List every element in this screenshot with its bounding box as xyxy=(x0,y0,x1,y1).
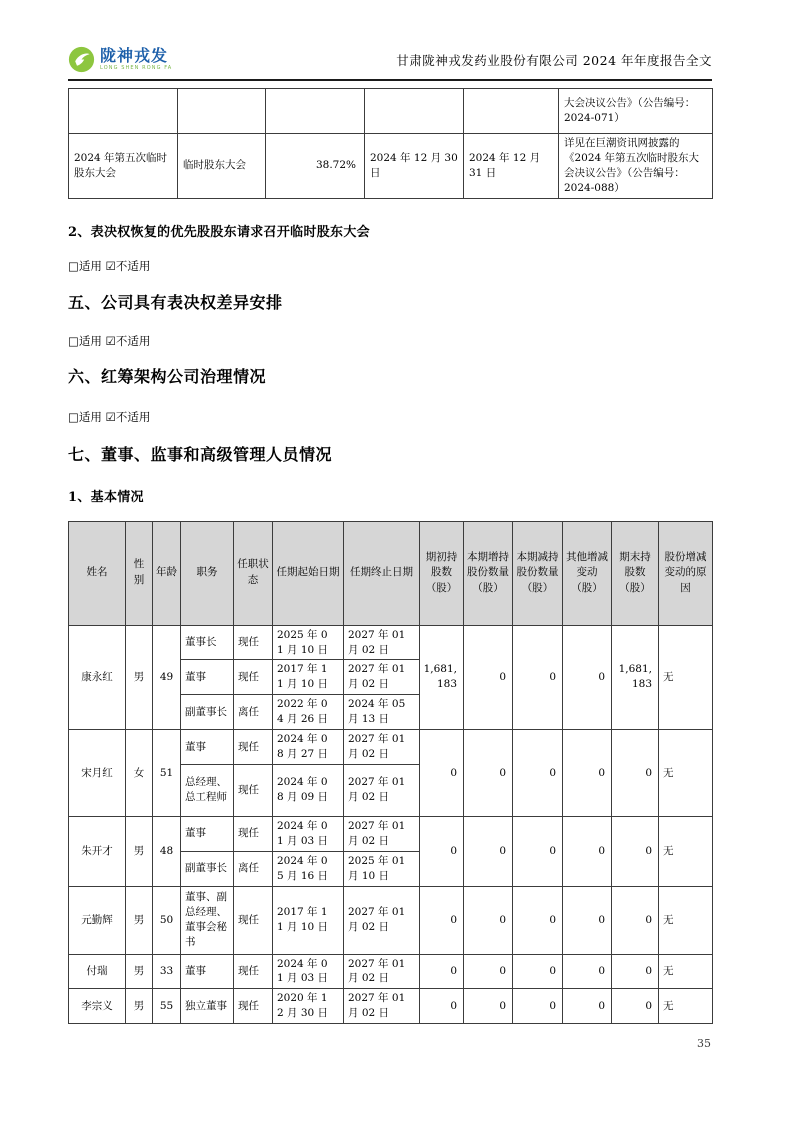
term-start: 2017 年 11 月 10 日 xyxy=(273,660,344,695)
other-change: 0 xyxy=(563,989,612,1024)
position-title: 副董事长 xyxy=(181,695,234,730)
person-gender: 男 xyxy=(126,625,153,729)
meeting-name-cell: 2024 年第五次临时股东大会 xyxy=(69,134,178,199)
meeting-ratio-cell: 38.72% xyxy=(266,134,365,199)
position-status: 现任 xyxy=(234,989,273,1024)
term-end: 2027 年 01 月 02 日 xyxy=(344,989,420,1024)
position-status: 现任 xyxy=(234,816,273,851)
table-row xyxy=(69,730,713,765)
applicable-line: □适用 ☑不适用 xyxy=(68,409,151,424)
term-end: 2027 年 01 月 02 日 xyxy=(344,730,420,765)
meeting-type-cell: 临时股东大会 xyxy=(178,134,266,199)
col-header-gender: 性别 xyxy=(126,521,153,625)
applicable-line: □适用 ☑不适用 xyxy=(68,333,151,348)
position-status: 离任 xyxy=(234,695,273,730)
opening-shares: 1,681,183 xyxy=(420,625,464,729)
shares-increase: 0 xyxy=(464,625,513,729)
meeting-disclosure-date-cell xyxy=(464,89,559,134)
col-header-term-start: 任期起始日期 xyxy=(273,521,344,625)
other-change: 0 xyxy=(563,625,612,729)
position-status: 现任 xyxy=(234,730,273,765)
person-name: 宋月红 xyxy=(69,730,126,817)
person-gender: 男 xyxy=(126,989,153,1024)
subsection-heading-basic-info: 1、基本情况 xyxy=(68,489,144,505)
term-end: 2027 年 01 月 02 日 xyxy=(344,764,420,816)
opening-shares: 0 xyxy=(420,954,464,989)
company-logo xyxy=(68,46,172,73)
section-heading-red-chip: 六、红筹架构公司治理情况 xyxy=(68,366,267,386)
meeting-type-cell xyxy=(178,89,266,134)
table-row xyxy=(69,816,713,851)
col-header-other-change: 其他增减变动（股） xyxy=(563,521,612,625)
company-logo-subtext: LONG SHEN RONG FA xyxy=(100,65,173,71)
col-header-opening-shares: 期初持股数（股） xyxy=(420,521,464,625)
position-title: 董事、副总经理、董事会秘书 xyxy=(181,886,234,954)
col-header-age: 年龄 xyxy=(153,521,181,625)
term-end: 2027 年 01 月 02 日 xyxy=(344,625,420,660)
table-row xyxy=(69,625,713,660)
person-name: 康永红 xyxy=(69,625,126,729)
closing-shares: 0 xyxy=(612,886,659,954)
position-title: 董事 xyxy=(181,660,234,695)
meeting-date-cell xyxy=(365,89,464,134)
document-header xyxy=(68,46,712,81)
meeting-ratio-cell xyxy=(266,89,365,134)
person-name: 付瑞 xyxy=(69,954,126,989)
position-title: 董事长 xyxy=(181,625,234,660)
col-header-status: 任职状态 xyxy=(234,521,273,625)
term-end: 2027 年 01 月 02 日 xyxy=(344,660,420,695)
person-age: 49 xyxy=(153,625,181,729)
person-name: 元勤辉 xyxy=(69,886,126,954)
position-title: 董事 xyxy=(181,954,234,989)
person-name: 李宗义 xyxy=(69,989,126,1024)
meeting-disclosure-date-cell: 2024 年 12 月 31 日 xyxy=(464,134,559,199)
report-title: 甘肃陇神戎发药业股份有限公司 2024 年年度报告全文 xyxy=(396,52,712,68)
closing-shares: 0 xyxy=(612,954,659,989)
term-end: 2024 年 05 月 13 日 xyxy=(344,695,420,730)
company-logo-text: 陇神戎发 xyxy=(100,46,169,65)
shares-increase: 0 xyxy=(464,989,513,1024)
person-age: 48 xyxy=(153,816,181,886)
other-change: 0 xyxy=(563,886,612,954)
col-header-shares-decrease: 本期减持股份数量（股） xyxy=(513,521,563,625)
opening-shares: 0 xyxy=(420,816,464,886)
shares-decrease: 0 xyxy=(513,989,563,1024)
meeting-disclosure-cell: 大会决议公告》（公告编号：2024-071） xyxy=(559,89,713,134)
table-header-row xyxy=(69,521,713,625)
person-gender: 男 xyxy=(126,816,153,886)
col-header-position: 职务 xyxy=(181,521,234,625)
shares-increase: 0 xyxy=(464,886,513,954)
shares-decrease: 0 xyxy=(513,730,563,817)
col-header-name: 姓名 xyxy=(69,521,126,625)
person-gender: 女 xyxy=(126,730,153,817)
change-reason: 无 xyxy=(659,886,713,954)
change-reason: 无 xyxy=(659,625,713,729)
position-status: 现任 xyxy=(234,660,273,695)
shares-decrease: 0 xyxy=(513,886,563,954)
position-title: 董事 xyxy=(181,816,234,851)
meeting-date-cell: 2024 年 12 月 30 日 xyxy=(365,134,464,199)
person-age: 55 xyxy=(153,989,181,1024)
position-status: 离任 xyxy=(234,851,273,886)
col-header-change-reason: 股份增减变动的原因 xyxy=(659,521,713,625)
term-start: 2022 年 04 月 26 日 xyxy=(273,695,344,730)
change-reason: 无 xyxy=(659,816,713,886)
term-start: 2024 年 08 月 27 日 xyxy=(273,730,344,765)
meeting-disclosure-cell: 详见在巨潮资讯网披露的《2024 年第五次临时股东大会决议公告》（公告编号：2024-088） xyxy=(559,134,713,199)
position-status: 现任 xyxy=(234,954,273,989)
opening-shares: 0 xyxy=(420,886,464,954)
position-title: 独立董事 xyxy=(181,989,234,1024)
person-age: 50 xyxy=(153,886,181,954)
closing-shares: 0 xyxy=(612,816,659,886)
meeting-name-cell xyxy=(69,89,178,134)
shares-decrease: 0 xyxy=(513,954,563,989)
position-title: 总经理、总工程师 xyxy=(181,764,234,816)
shares-increase: 0 xyxy=(464,730,513,817)
position-status: 现任 xyxy=(234,886,273,954)
closing-shares: 1,681,183 xyxy=(612,625,659,729)
other-change: 0 xyxy=(563,954,612,989)
shares-increase: 0 xyxy=(464,816,513,886)
term-end: 2027 年 01 月 02 日 xyxy=(344,816,420,851)
table-row xyxy=(69,134,713,199)
term-start: 2020 年 12 月 30 日 xyxy=(273,989,344,1024)
change-reason: 无 xyxy=(659,989,713,1024)
opening-shares: 0 xyxy=(420,730,464,817)
opening-shares: 0 xyxy=(420,989,464,1024)
person-gender: 男 xyxy=(126,886,153,954)
other-change: 0 xyxy=(563,730,612,817)
closing-shares: 0 xyxy=(612,989,659,1024)
person-age: 33 xyxy=(153,954,181,989)
term-end: 2027 年 01 月 02 日 xyxy=(344,954,420,989)
term-end: 2027 年 01 月 02 日 xyxy=(344,886,420,954)
col-header-shares-increase: 本期增持股份数量（股） xyxy=(464,521,513,625)
change-reason: 无 xyxy=(659,954,713,989)
person-gender: 男 xyxy=(126,954,153,989)
section-heading-voting-differences: 五、公司具有表决权差异安排 xyxy=(68,292,283,312)
shares-increase: 0 xyxy=(464,954,513,989)
table-row xyxy=(69,954,713,989)
applicable-line: □适用 ☑不适用 xyxy=(68,258,151,273)
person-name: 朱开才 xyxy=(69,816,126,886)
position-status: 现任 xyxy=(234,764,273,816)
section-heading-preferred-shares: 2、表决权恢复的优先股股东请求召开临时股东大会 xyxy=(68,224,370,240)
position-status: 现任 xyxy=(234,625,273,660)
term-start: 2024 年 05 月 16 日 xyxy=(273,851,344,886)
term-start: 2024 年 08 月 09 日 xyxy=(273,764,344,816)
table-row xyxy=(69,89,713,134)
directors-table xyxy=(68,521,713,1025)
change-reason: 无 xyxy=(659,730,713,817)
shareholder-meetings-table xyxy=(68,88,713,199)
term-start: 2024 年 01 月 03 日 xyxy=(273,954,344,989)
closing-shares: 0 xyxy=(612,730,659,817)
position-title: 副董事长 xyxy=(181,851,234,886)
table-row xyxy=(69,886,713,954)
person-age: 51 xyxy=(153,730,181,817)
position-title: 董事 xyxy=(181,730,234,765)
table-row xyxy=(69,989,713,1024)
page-number: 35 xyxy=(697,1037,711,1050)
other-change: 0 xyxy=(563,816,612,886)
term-start: 2017 年 11 月 10 日 xyxy=(273,886,344,954)
shares-decrease: 0 xyxy=(513,625,563,729)
shares-decrease: 0 xyxy=(513,816,563,886)
company-logo-icon xyxy=(68,46,95,73)
col-header-closing-shares: 期末持股数（股） xyxy=(612,521,659,625)
col-header-term-end: 任期终止日期 xyxy=(344,521,420,625)
term-start: 2025 年 01 月 10 日 xyxy=(273,625,344,660)
section-heading-directors: 七、董事、监事和高级管理人员情况 xyxy=(68,444,333,464)
term-start: 2024 年 01 月 03 日 xyxy=(273,816,344,851)
term-end: 2025 年 01 月 10 日 xyxy=(344,851,420,886)
